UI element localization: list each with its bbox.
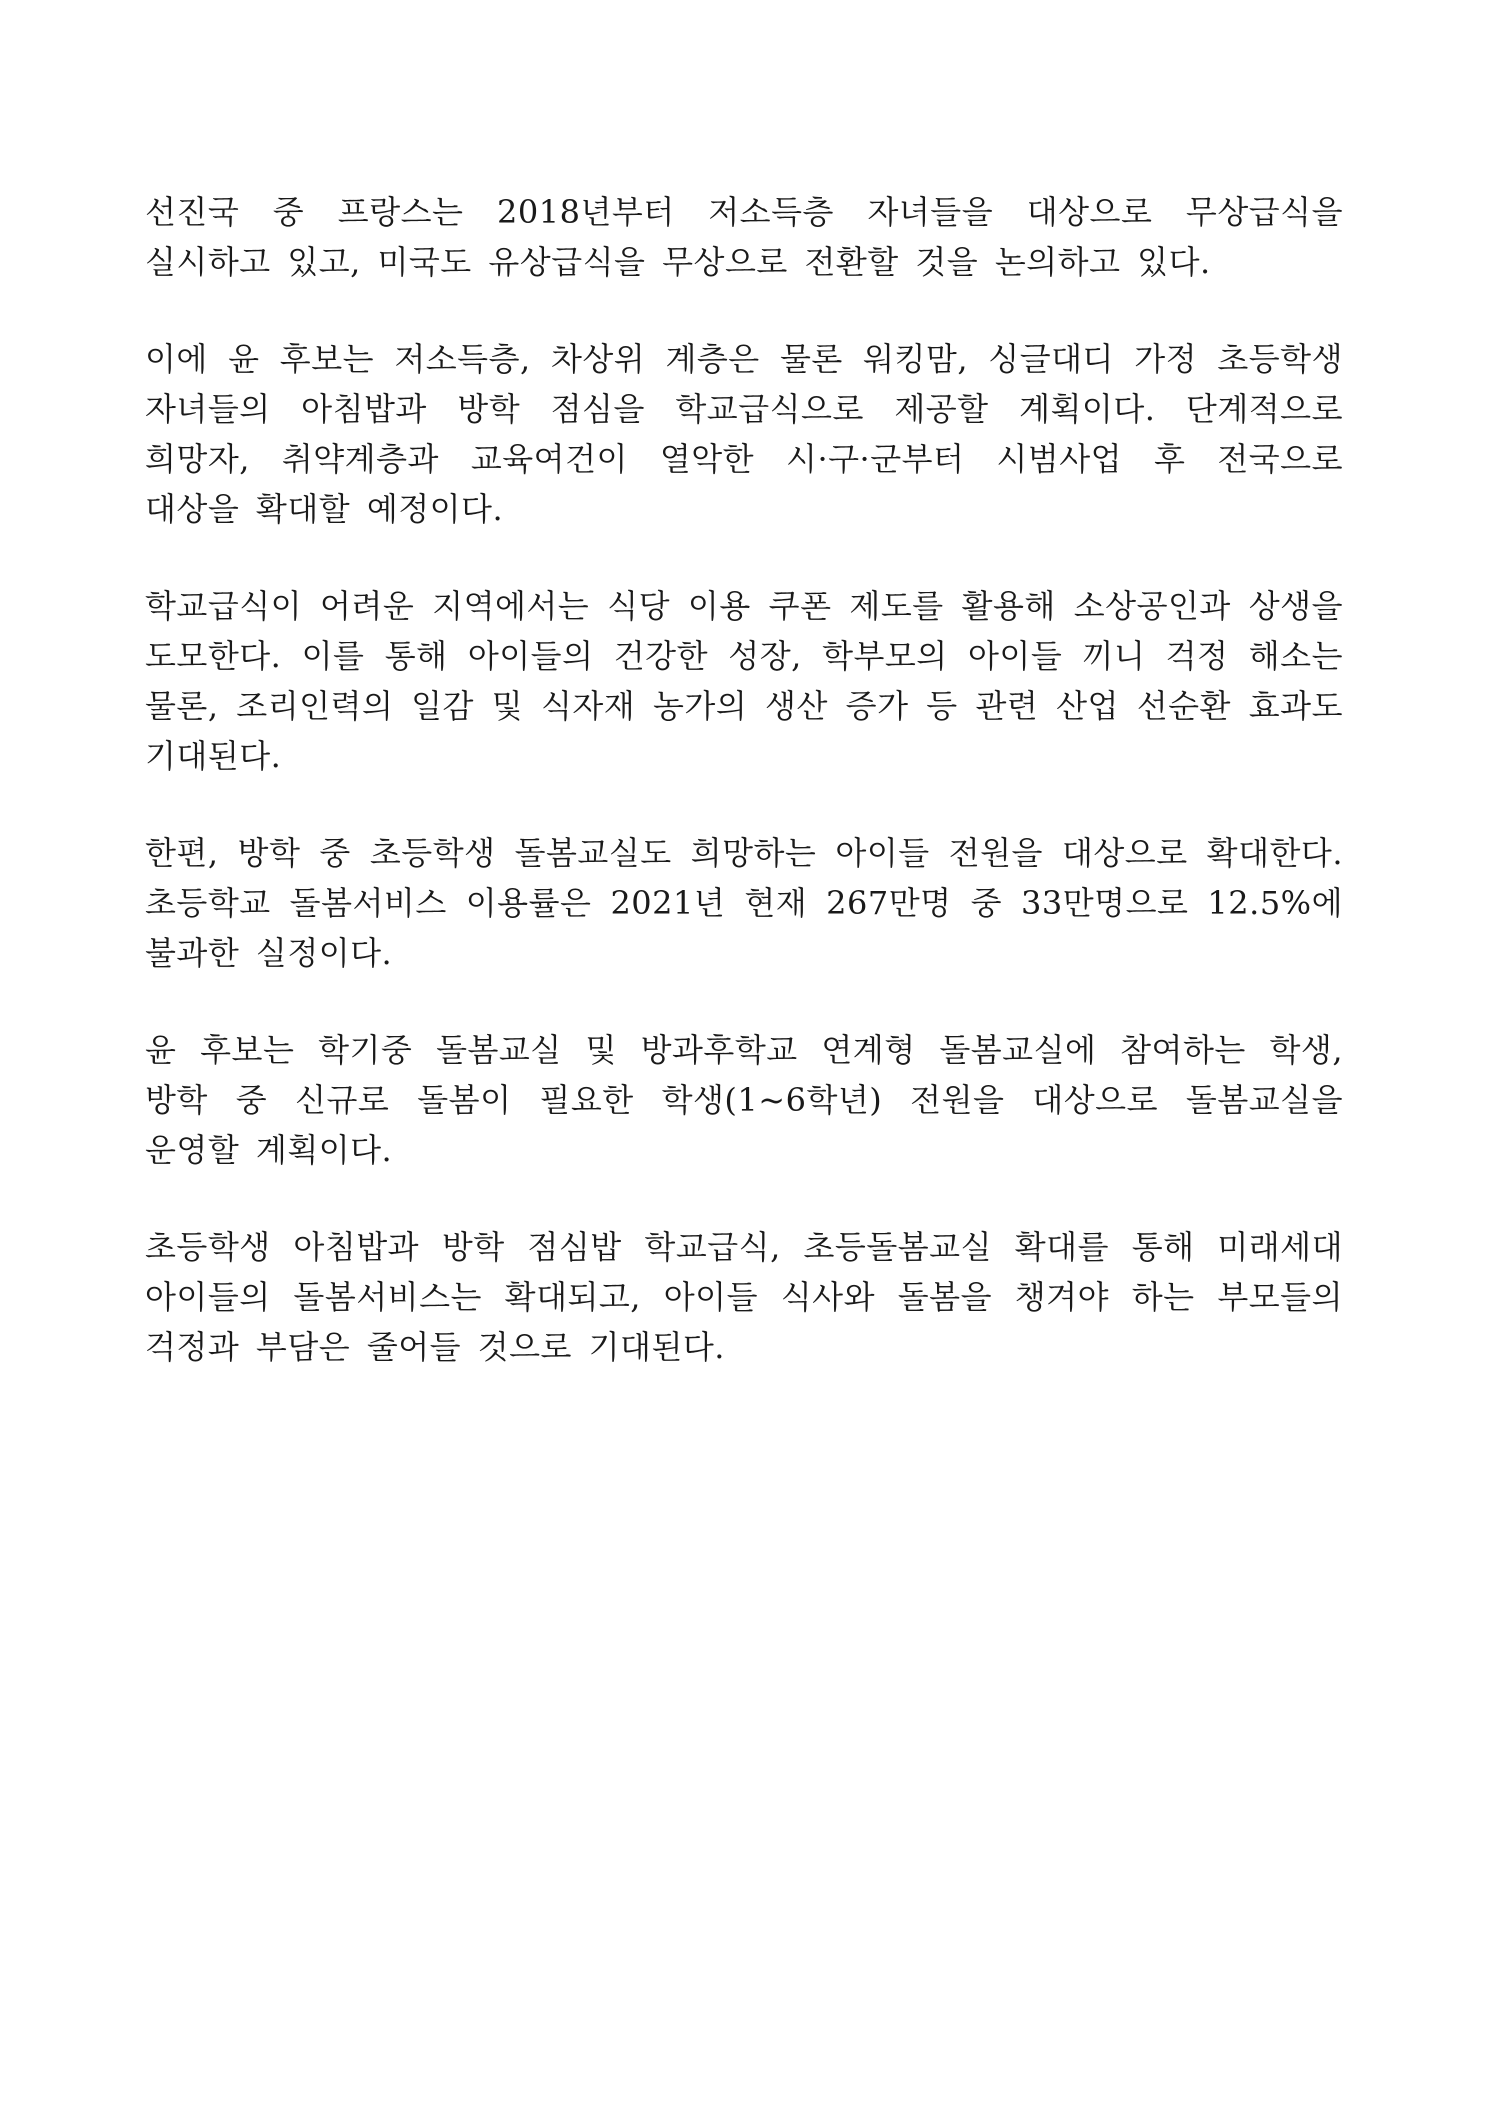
- paragraph-5: 윤 후보는 학기중 돌봄교실 및 방과후학교 연계형 돌봄교실에 참여하는 학생, 방학 중 신규로 돌봄이 필요한 학생(1~6학년) 전원을 대상으로 돌봄교실을 운영할 계획이다.: [145, 1031, 1343, 1169]
- paragraph-2: 이에 윤 후보는 저소득층, 차상위 계층은 물론 워킹맘, 싱글대디 가정 초등학생 자녀들의 아침밥과 방학 점심을 학교급식으로 제공할 계획이다. 단계적으로 희망자, 취약계층과 교육여건이 열악한 시·구·군부터 시범사업 후 전국으로 대상을 확대할 예정이다.: [145, 340, 1343, 528]
- paragraph-4: 한편, 방학 중 초등학생 돌봄교실도 희망하는 아이들 전원을 대상으로 확대한다. 초등학교 돌봄서비스 이용률은 2021년 현재 267만명 중 33만명으로 12.5%에 불과한 실정이다.: [145, 834, 1343, 972]
- paragraph-3: 학교급식이 어려운 지역에서는 식당 이용 쿠폰 제도를 활용해 소상공인과 상생을 도모한다. 이를 통해 아이들의 건강한 성장, 학부모의 아이들 끼니 걱정 해소는 물론, 조리인력의 일감 및 식자재 농가의 생산 증가 등 관련 산업 선순환 효과도 기대된다.: [145, 587, 1343, 775]
- paragraph-6: 초등학생 아침밥과 방학 점심밥 학교급식, 초등돌봄교실 확대를 통해 미래세대 아이들의 돌봄서비스는 확대되고, 아이들 식사와 돌봄을 챙겨야 하는 부모들의 걱정과 부담은 줄어들 것으로 기대된다.: [145, 1228, 1343, 1366]
- paragraph-1: 선진국 중 프랑스는 2018년부터 저소득층 자녀들을 대상으로 무상급식을 실시하고 있고, 미국도 유상급식을 무상으로 전환할 것을 논의하고 있다.: [145, 193, 1343, 281]
- document-body: [145, 187, 1343, 1419]
